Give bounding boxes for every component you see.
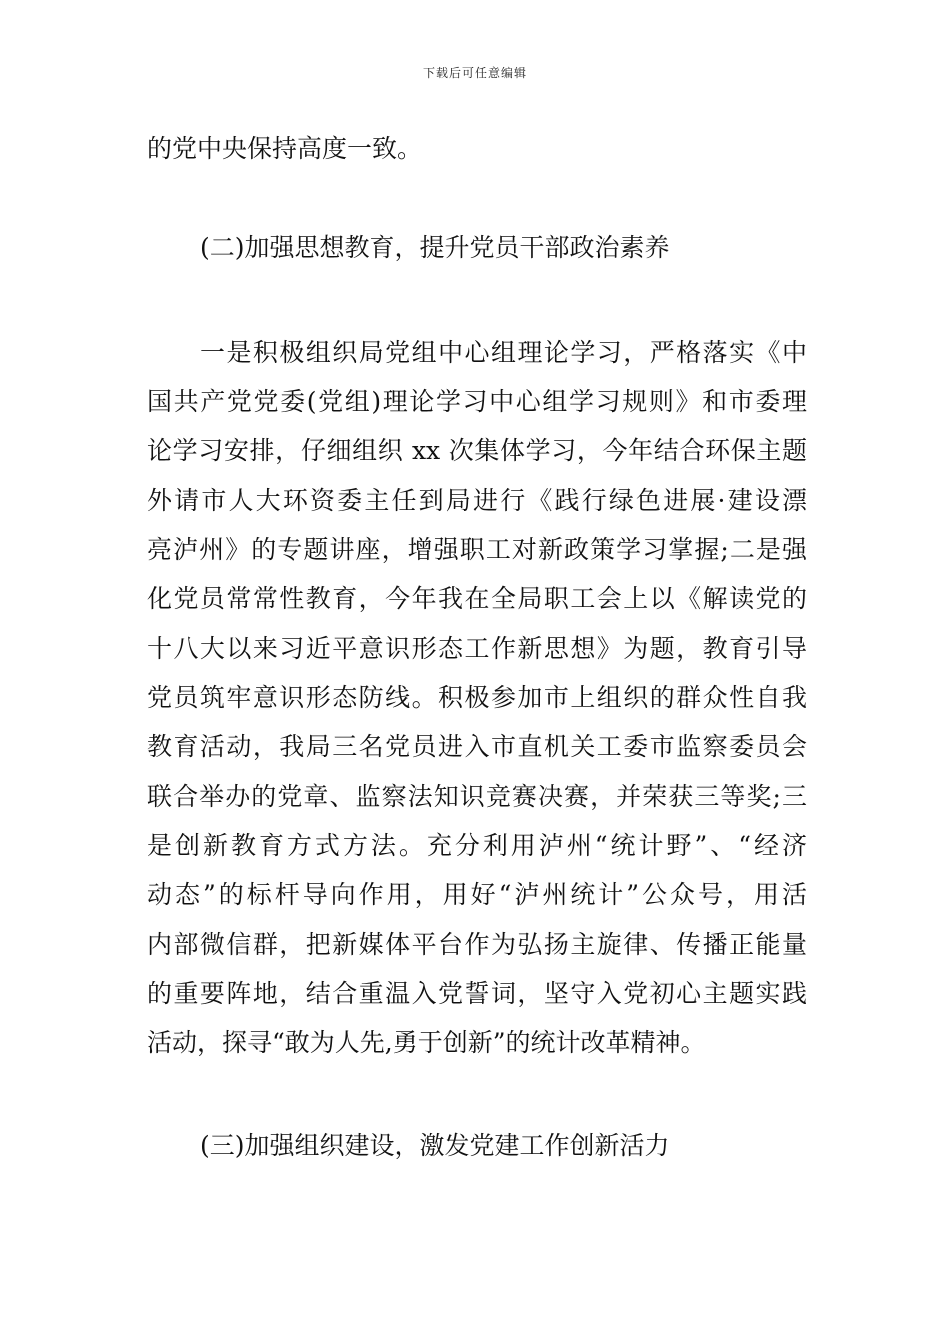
paragraph-line: 论学习安排，仔细组织 xx 次集体学习，今年结合环保主题 — [147, 436, 807, 465]
paragraph-line: 教育活动，我局三名党员进入市直机关工委市监察委员会 — [147, 732, 807, 761]
paragraph-line: 活动，探寻“敢为人先,勇于创新”的统计改革精神。 — [147, 1028, 706, 1057]
paragraph-line: 亮泸州》的专题讲座，增强职工对新政策学习掌握;二是强 — [147, 535, 807, 564]
paragraph-line: 党员筑牢意识形态防线。积极参加市上组织的群众性自我 — [147, 683, 807, 712]
paragraph-line: 外请市人大环资委主任到局进行《践行绿色进展·建设漂 — [147, 486, 807, 515]
intro-line: 的党中央保持高度一致。 — [147, 134, 423, 163]
section-heading-3: (三)加强组织建设，激发党建工作创新活力 — [200, 1131, 670, 1160]
paragraph-line: 动态”的标杆导向作用，用好“泸州统计”公众号，用活 — [147, 880, 807, 909]
paragraph-line: 是创新教育方式方法。充分利用泸州“统计野”、“经济 — [147, 831, 807, 860]
paragraph-line: 化党员常常性教育，今年我在全局职工会上以《解读党的 — [147, 584, 807, 613]
page-header-note: 下载后可任意编辑 — [422, 66, 527, 80]
section-heading-2: (二)加强思想教育，提升党员干部政治素养 — [200, 233, 670, 262]
paragraph-line: 十八大以来习近平意识形态工作新思想》为题，教育引导 — [147, 634, 807, 663]
paragraph-line: 的重要阵地，结合重温入党誓词，坚守入党初心主题实践 — [147, 979, 807, 1008]
paragraph-line: 国共产党党委(党组)理论学习中心组学习规则》和市委理 — [147, 387, 807, 416]
paragraph-line: 一是积极组织局党组中心组理论学习，严格落实《中 — [200, 338, 807, 367]
paragraph-line: 联合举办的党章、监察法知识竞赛决赛，并荣获三等奖;三 — [147, 782, 807, 811]
paragraph-line: 内部微信群，把新媒体平台作为弘扬主旋律、传播正能量 — [147, 930, 807, 959]
